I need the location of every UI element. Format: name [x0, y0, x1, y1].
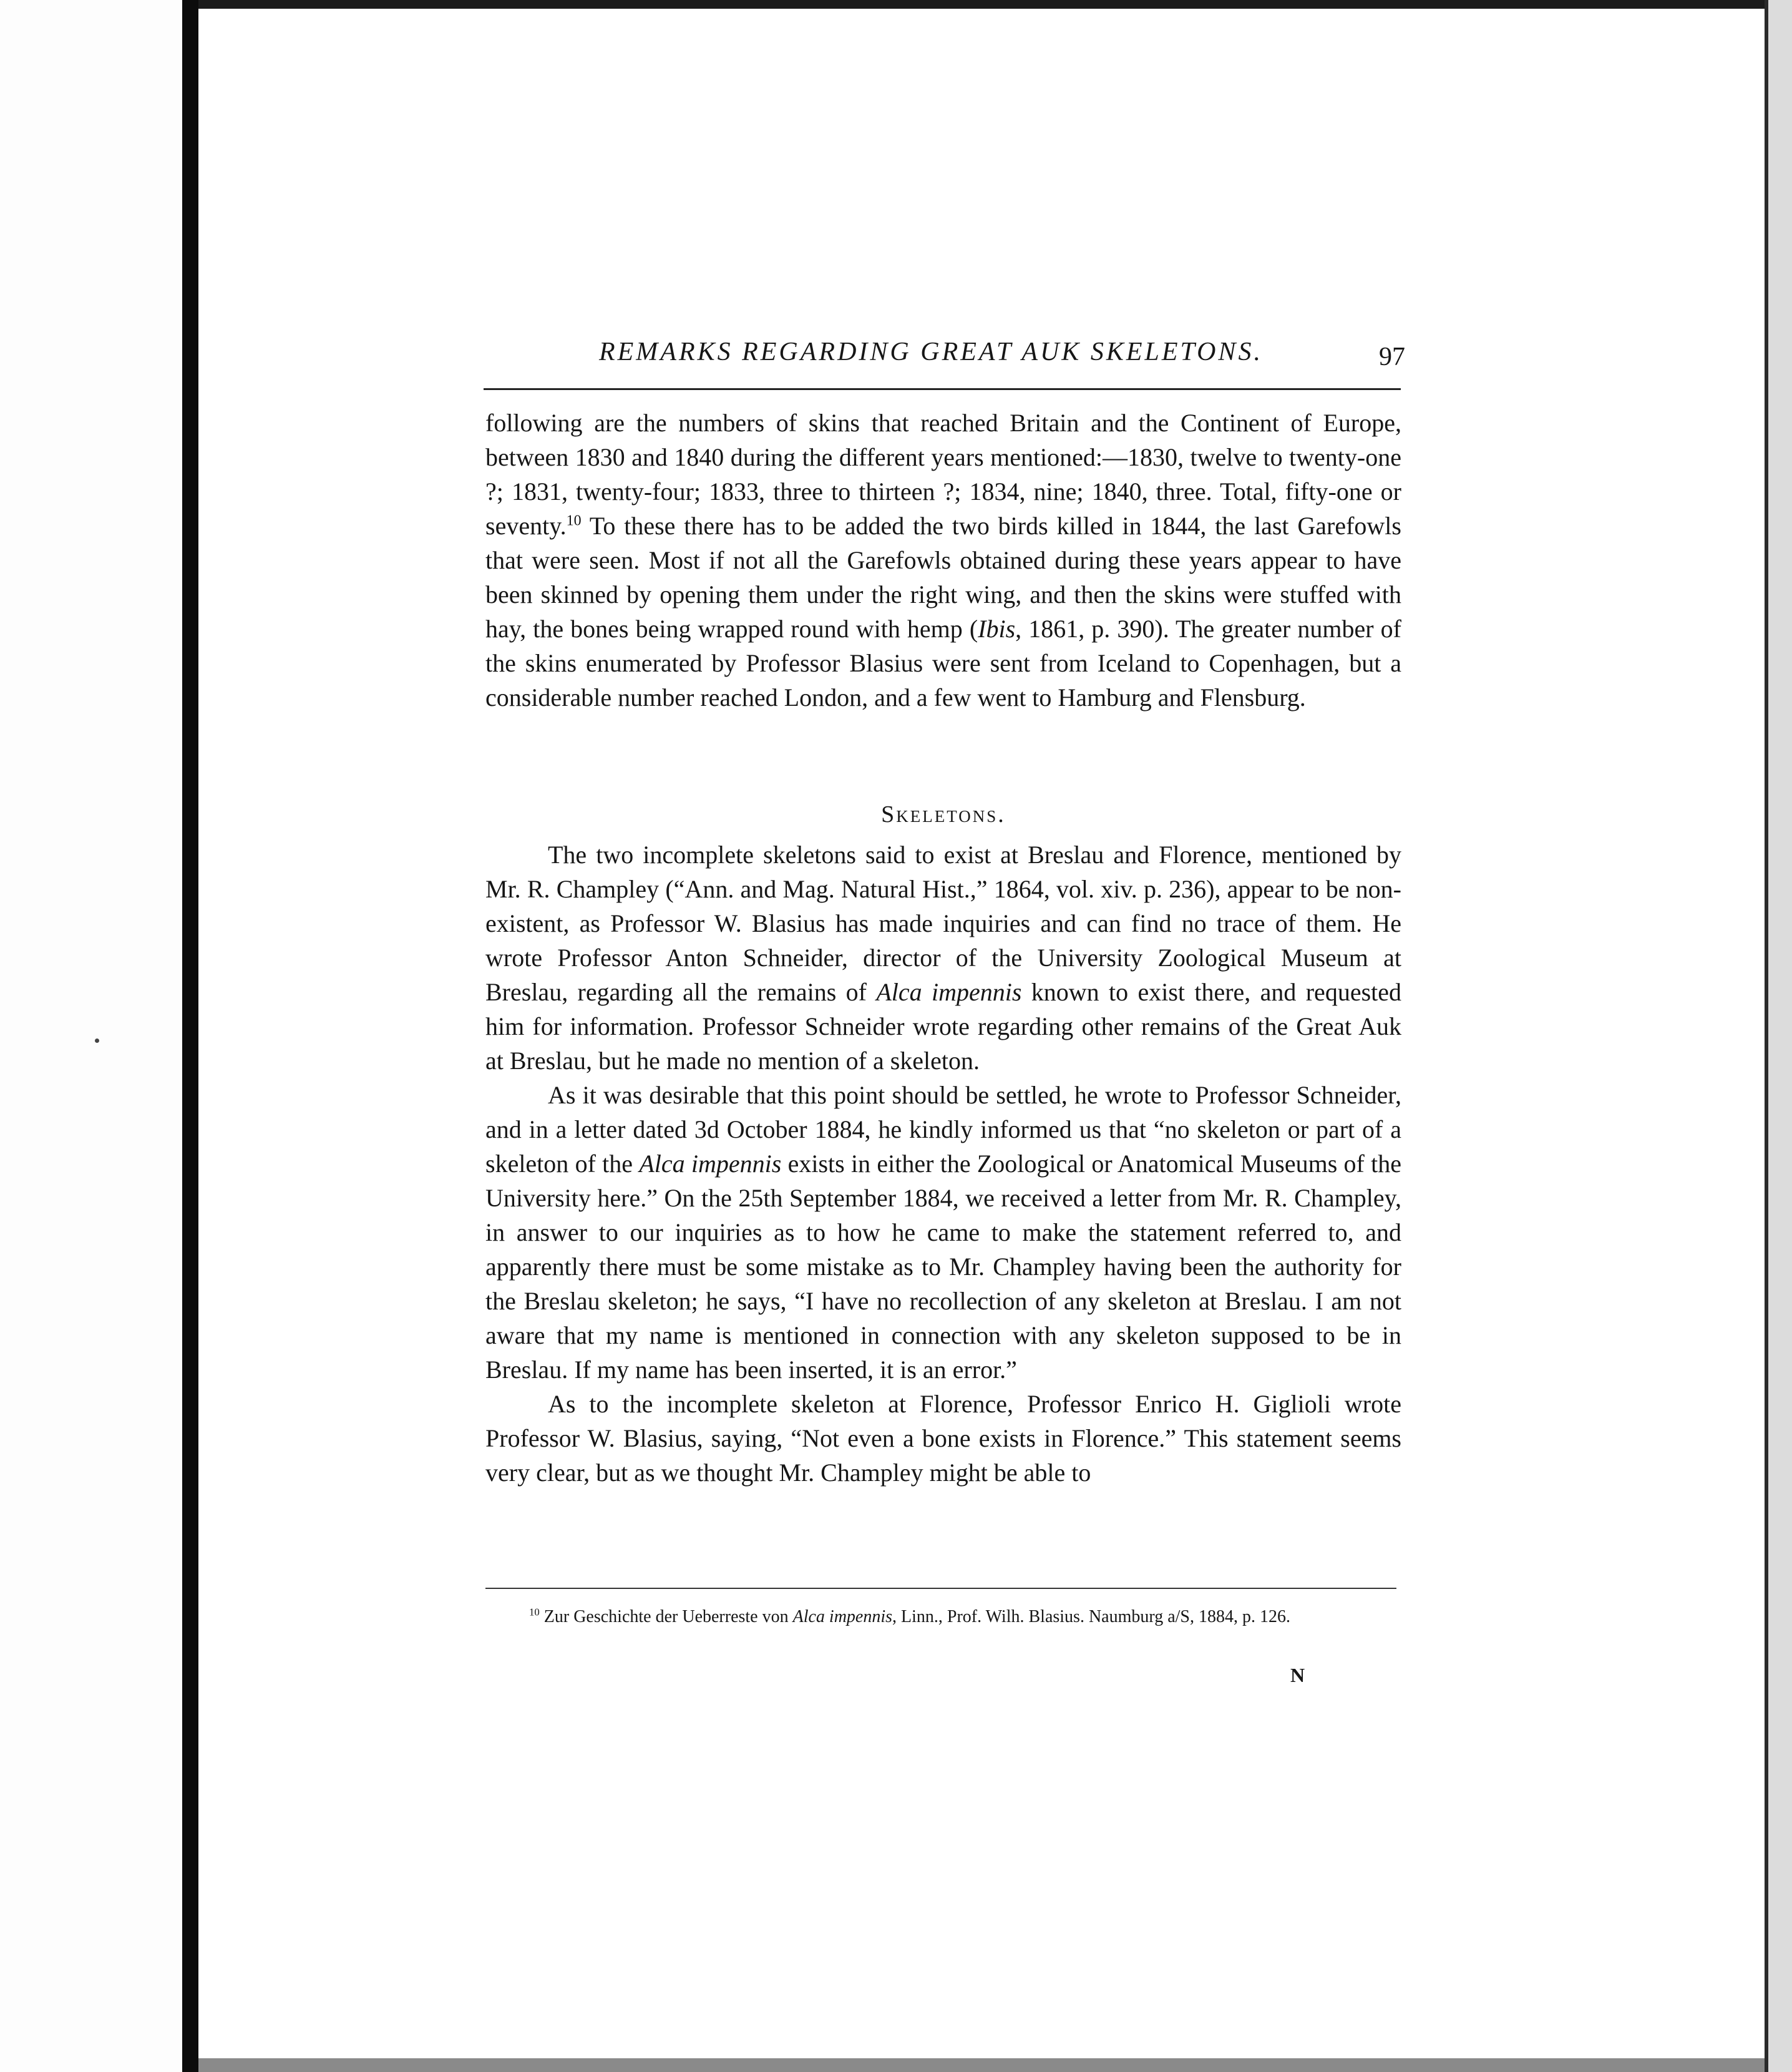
text-segment: As it was desirable that this point should be settled, he wrote to Professor Schneider, and in a letter dated 3d October 1884, he kindly informed us that “no skeleton or part of a skeleton of the: [485, 1081, 1401, 1178]
text-segment: , Linn., Prof. Wilh. Blasius. Naumburg a/S, 1884, p. 126.: [892, 1607, 1290, 1626]
header-rule: [484, 388, 1401, 390]
paragraph: [485, 1078, 1401, 1387]
footnote-number: 10: [529, 1606, 540, 1618]
running-title: REMARKS REGARDING GREAT AUK SKELETONS.: [599, 338, 1263, 366]
text-segment: exists in either the Zoological or Anatomical Museums of the University here.” On the 25th September 1884, we received a letter from Mr. R. Champley, in answer to our inquiries as to how he came to make the statement referred to, and apparently there must be some mistake as to Mr. Champley having been the authority for the Breslau skeleton; he says, “I have no recollection of any skeleton at Breslau. I am not aware that my name is mentioned in connection with any skeleton supposed to be in Breslau. If my name has been inserted, it is an error.”: [485, 1150, 1401, 1384]
text-segment: As to the incomplete skeleton at Florence, Professor Enrico H. Giglioli wrote Professor W. Blasius, saying, “Not even a bone exists in Florence.” This statement seems very clear, but as we thought Mr. Champley might be able to: [485, 1390, 1401, 1487]
species-name: Alca impennis: [792, 1607, 893, 1626]
text-segment: The two incomplete skeletons said to exist at Breslau and Florence, mentioned by Mr. R. Champley (“Ann. and Mag. Natural Hist.,” 1864, vol. xiv. p. 236), appear to be non-existent, as Professor W. Blasius has made inquiries and can find no trace of them. He wrote Professor Anton Schneider, director of the University Zoological Museum at Breslau, regarding all the remains of: [485, 841, 1401, 1006]
footnote-text: [485, 1605, 1401, 1629]
running-head: [599, 337, 1405, 374]
text-segment: following are the numbers of skins that reached Britain and the Continent of Europe, between 1830 and 1840 during the different years mentioned:—1830, twelve to twenty-one ?; 1831, twenty-four; 1833, three to thirteen ?; 1834, nine; 1840, three. Total, fifty-one or seventy.: [485, 409, 1401, 540]
text-segment: , 1861, p. 390). The greater number of the skins enumerated by Professor Blasius were sent from Iceland to Copenhagen, but a considerable number reached London, and a few went to Hamburg and Flensburg.: [485, 615, 1401, 711]
page-number: 97: [1379, 343, 1405, 371]
journal-title: Ibis: [978, 615, 1016, 643]
species-name: Alca impennis: [876, 978, 1022, 1006]
text-segment: To these there has to be added the two birds killed in 1844, the last Garefowls that were seen. Most if not all the Garefowls obtained during these years appear to have been skinned by opening them under the right wing, and then the skins were stuffed with hay, the bones being wrapped round with hemp (: [485, 512, 1401, 643]
signature-mark: N: [1290, 1664, 1305, 1686]
page-bottom-edge: [198, 2058, 1792, 2072]
footnote: [485, 1605, 1401, 1629]
text-segment: known to exist there, and requested him for information. Professor Schneider wrote regarding other remains of the Great Auk at Breslau, but he made no mention of a skeleton.: [485, 978, 1402, 1075]
species-name: Alca impennis: [639, 1150, 782, 1178]
paragraph: [485, 406, 1401, 715]
section-heading: Skeletons.: [881, 801, 1006, 828]
footnote-reference: 10: [566, 512, 582, 529]
text-segment: Zur Geschichte der Ueberreste von: [539, 1607, 793, 1626]
page-right-edge: [1765, 0, 1792, 2072]
paragraph: [485, 838, 1401, 1078]
footnote-rule: [485, 1588, 1396, 1589]
binding-shadow: [182, 0, 198, 2072]
continued-paragraph: [485, 406, 1401, 715]
scan-speck: [95, 1038, 99, 1043]
paragraph: [485, 1387, 1401, 1490]
scan-gutter: [0, 0, 187, 2072]
page-top-edge: [198, 0, 1792, 9]
skeletons-section: [485, 838, 1401, 1490]
